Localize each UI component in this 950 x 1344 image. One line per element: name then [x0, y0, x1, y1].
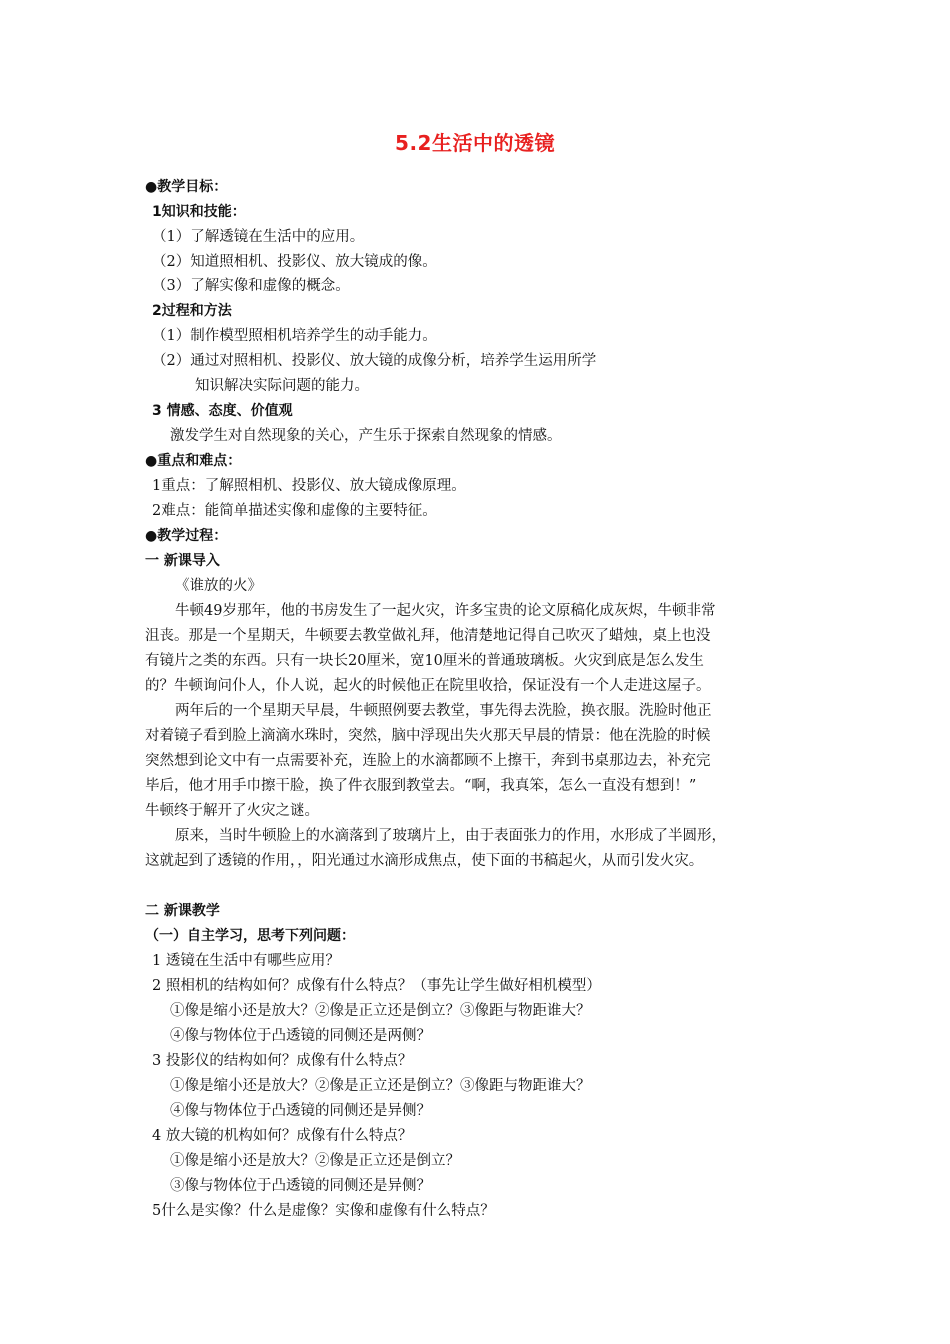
story-line: 牛顿49岁那年，他的书房发生了一起火灾，许多宝贵的论文原稿化成灰烬，牛顿非常 — [175, 603, 716, 619]
question-line: 1 透镜在生活中有哪些应用？ — [152, 953, 340, 969]
values-text: 激发学生对自然现象的关心，产生乐于探索自然现象的情感。 — [170, 428, 562, 444]
keypoints-heading: ●重点和难点： — [145, 453, 242, 469]
story-line: 对着镜子看到脸上滴滴水珠时，突然，脑中浮现出失火那天早晨的情景：他在洗脸的时候 — [145, 728, 711, 744]
knowledge-item: （2）知道照相机、投影仪、放大镜成的像。 — [152, 254, 437, 270]
question-line: 4 放大镜的机构如何？成像有什么特点？ — [152, 1128, 413, 1144]
story-line: 这就起到了透镜的作用，，阳光通过水滴形成焦点，使下面的书稿起火，从而引发火灾。 — [145, 853, 704, 869]
story-line: 毕后，他才用手巾擦干脸，换了件衣服到教堂去。“啊，我真笨，怎么一直没有想到！” — [145, 778, 697, 794]
question-line: ③像与物体位于凸透镜的同侧还是异侧？ — [170, 1178, 431, 1194]
knowledge-item: （1）了解透镜在生活中的应用。 — [152, 229, 365, 245]
question-line: 5什么是实像？什么是虚像？实像和虚像有什么特点？ — [152, 1203, 495, 1219]
intro-heading: 一 新课导入 — [145, 553, 220, 569]
story-line: 的？牛顿询问仆人，仆人说，起火的时候他正在院里收拾，保证没有一个人走进这屋子。 — [145, 678, 711, 694]
keypoint-item: 1重点：了解照相机、投影仪、放大镜成像原理。 — [152, 478, 466, 494]
knowledge-item: （3）了解实像和虚像的概念。 — [152, 278, 350, 294]
story-line: 原来，当时牛顿脸上的水滴落到了玻璃片上，由于表面张力的作用，水形成了半圆形， — [175, 828, 726, 844]
question-line: ④像与物体位于凸透镜的同侧还是两侧？ — [170, 1028, 431, 1044]
process-item: 知识解决实际问题的能力。 — [195, 378, 369, 394]
teaching-subheading: （一）自主学习，思考下列问题： — [145, 928, 355, 944]
process-item: （2）通过对照相机、投影仪、放大镜的成像分析，培养学生运用所学 — [152, 353, 597, 369]
story-line: 沮丧。那是一个星期天，牛顿要去教堂做礼拜，他清楚地记得自己吹灭了蜡烛，桌上也没 — [145, 628, 711, 644]
question-line: 2 照相机的结构如何？成像有什么特点？（事先让学生做好相机模型） — [152, 978, 601, 994]
page-title: 5.2生活中的透镜 — [395, 131, 555, 155]
story-title: 《谁放的火》 — [175, 578, 262, 594]
process-item: （1）制作模型照相机培养学生的动手能力。 — [152, 328, 437, 344]
question-line: ④像与物体位于凸透镜的同侧还是异侧？ — [170, 1103, 431, 1119]
question-line: ①像是缩小还是放大？②像是正立还是倒立？③像距与物距谁大？ — [170, 1003, 591, 1019]
question-line: ①像是缩小还是放大？②像是正立还是倒立？ — [170, 1153, 460, 1169]
teaching-heading: 二 新课教学 — [145, 903, 220, 919]
story-line: 两年后的一个星期天早晨，牛顿照例要去教堂，事先得去洗脸，换衣服。洗脸时他正 — [175, 703, 712, 719]
process-heading: 2过程和方法 — [152, 303, 232, 319]
keypoint-item: 2难点：能简单描述实像和虚像的主要特征。 — [152, 503, 437, 519]
procedure-heading: ●教学过程： — [145, 528, 228, 544]
values-heading: 3 情感、态度、价值观 — [152, 403, 293, 419]
story-line: 有镜片之类的东西。只有一块长20厘米，宽10厘米的普通玻璃板。火灾到底是怎么发生 — [145, 653, 704, 669]
story-line: 牛顿终于解开了火灾之谜。 — [145, 803, 319, 819]
objectives-heading: ●教学目标： — [145, 179, 228, 195]
question-line: ①像是缩小还是放大？②像是正立还是倒立？③像距与物距谁大？ — [170, 1078, 591, 1094]
question-line: 3 投影仪的结构如何？成像有什么特点？ — [152, 1053, 413, 1069]
story-line: 突然想到论文中有一点需要补充，连脸上的水滴都顾不上擦干，奔到书桌那边去，补充完 — [145, 753, 711, 769]
knowledge-heading: 1知识和技能： — [152, 204, 246, 220]
